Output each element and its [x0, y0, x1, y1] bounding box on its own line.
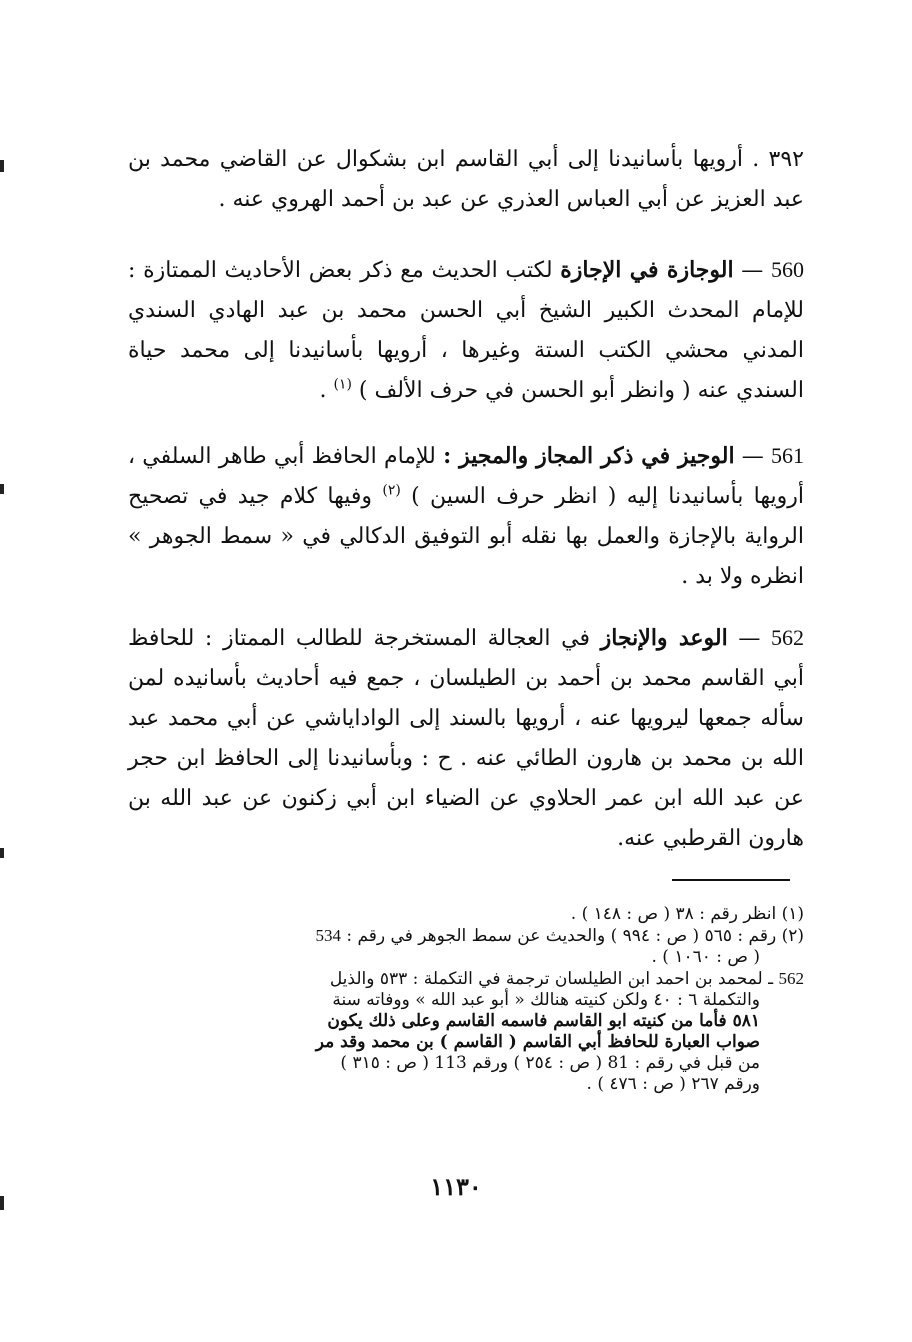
entry-text: في العجالة المستخرجة للطالب الممتاز : للحافظ أبي القاسم محمد بن أحمد بن الطيلسان ، جمع فيه أحاديث بأسانيده لمن سأله جمعها ليرويها عنه ، أرويها بالسند إلى الواداياشي عن أبي محمد عبد الله بن محمد بن هارون الطائي عنه . ح : وبأسانيدنا إلى الحافظ ابن حجر عن عبد الله ابن عمر الحلاوي عن الضياء ابن أبي زكنون عن عبد الله بن هارون القرطبي عنه. [128, 626, 804, 851]
entry-title: الوجازة في الإجازة [560, 257, 734, 283]
footnote-562-line: صواب العبارة للحافظ أبي القاسم ( القاسم ) بن محمد وقد مر [315, 1032, 760, 1052]
footnote-2-number: 534 [315, 926, 341, 945]
footnote-562 [128, 968, 804, 990]
margin-mark [0, 848, 4, 858]
entry-number: 560 [770, 257, 804, 282]
entry-561: 561 — الوجيز في ذكر المجاز والمجيز : للإمام الحافظ أبي طاهر السلفي ، أرويها بأسانيدنا إليه ( انظر حرف السين ) $^{(٢)}$ وفيها كلام جيد في تصحيح الرواية بالإجازة والعمل بها نقله أبو التوفيق الدكالي في « سمط الجوهر » انظره ولا بد . [128, 443, 805, 589]
entry-392-text: ٣٩٢ . أرويها بأسانيدنا إلى أبي القاسم ابن بشكوال عن القاضي محمد بن عبد العزيز عن أبي العباس العذري عن عبد بن أحمد الهروي عنه . [128, 147, 804, 212]
entry-text: للإمام الحافظ أبي طاهر السلفي ، أرويها بأسانيدنا إليه ( انظر حرف السين ) [128, 444, 805, 509]
footnote-ref: (١) [333, 376, 352, 393]
footnote-2-text: (٢) رقم : ٥٦٥ ( ص : ٩٩٤ ) والحديث عن سمط الجوهر في رقم : [346, 926, 804, 946]
entry-number: 562 [771, 625, 804, 650]
footnote-1: (١) انظر رقم : ٣٨ ( ص : ١٤٨ ) . [570, 904, 804, 924]
entry-text-continued: وفيها كلام جيد في تصحيح الرواية بالإجازة والعمل بها نقله أبو التوفيق الدكالي في « سمط الجوهر » انظره ولا بد . [128, 484, 804, 589]
entry-text: لكتب الحديث مع ذكر بعض الأحاديث الممتازة : للإمام المحدث الكبير الشيخ أبي الحسن محمد بن عبد الهادي السندي المدني محشي الكتب الستة وغيرها ، أرويها بأسانيدنا إلى محمد حياة السندي عنه ( وانظر أبو الحسن في حرف الألف ) [128, 258, 804, 403]
entry-560: 560 — الوجازة في الإجازة لكتب الحديث مع ذكر بعض الأحاديث الممتازة : للإمام المحدث الكبير الشيخ أبي الحسن محمد بن عبد الهادي السندي المدني محشي الكتب الستة وغيرها ، أرويها بأسانيدنا إلى محمد حياة السندي عنه ( وانظر أبو الحسن في حرف الألف ) $^{(١)}$ . [128, 257, 804, 403]
footnote-2 [128, 925, 804, 947]
page-number: ١١٣٠ [430, 1172, 482, 1201]
entry-392 [128, 140, 804, 220]
footnotes [128, 904, 804, 1095]
margin-mark [0, 484, 4, 494]
entry-end: . [319, 378, 327, 403]
footnote-562-line: ورقم ٢٦٧ ( ص : ٤٧٦ ) . [586, 1074, 760, 1094]
footnote-ref: (٢) [382, 482, 401, 499]
entry-number: 561 [770, 443, 804, 468]
entry-562: 562 — الوعد والإنجاز في العجالة المستخرجة للطالب الممتاز : للحافظ أبي القاسم محمد بن أحمد بن الطيلسان ، جمع فيه أحاديث بأسانيده لمن سأله جمعها ليرويها عنه ، أرويها بالسند إلى الواداياشي عن أبي محمد عبد الله بن محمد بن هارون الطائي عنه . ح : وبأسانيدنا إلى الحافظ ابن حجر عن عبد الله ابن عمر الحلاوي عن الضياء ابن أبي زكنون عن عبد الله بن هارون القرطبي عنه. [128, 625, 804, 851]
footnote-562-line: والتكملة ٦ : ٤٠ ولكن كنيته هنالك « أبو عبد الله » ووفاته سنة [332, 990, 760, 1010]
footnote-separator [672, 879, 790, 881]
footnote-562-line: من قبل في رقم : 81 ( ص : ٢٥٤ ) ورقم 113 ( ص : ٣١٥ ) [340, 1053, 760, 1073]
margin-mark [0, 160, 4, 172]
footnote-562-line: ٥٨١ فأما من كنيته ابو القاسم فاسمه القاسم وعلى ذلك يكون [327, 1011, 760, 1031]
entry-title: الوعد والإنجاز [600, 625, 728, 651]
entry-title: الوجيز في ذكر المجاز والمجيز : [443, 443, 735, 469]
footnote-562-tag: 562 [778, 969, 804, 988]
footnote-562-line: ـ لمحمد بن احمد ابن الطيلسان ترجمة في التكملة : ٥٣٣ والذيل [329, 969, 774, 989]
footnote-2-continued: ( ص : ١٠٦٠ ) . [651, 947, 760, 967]
